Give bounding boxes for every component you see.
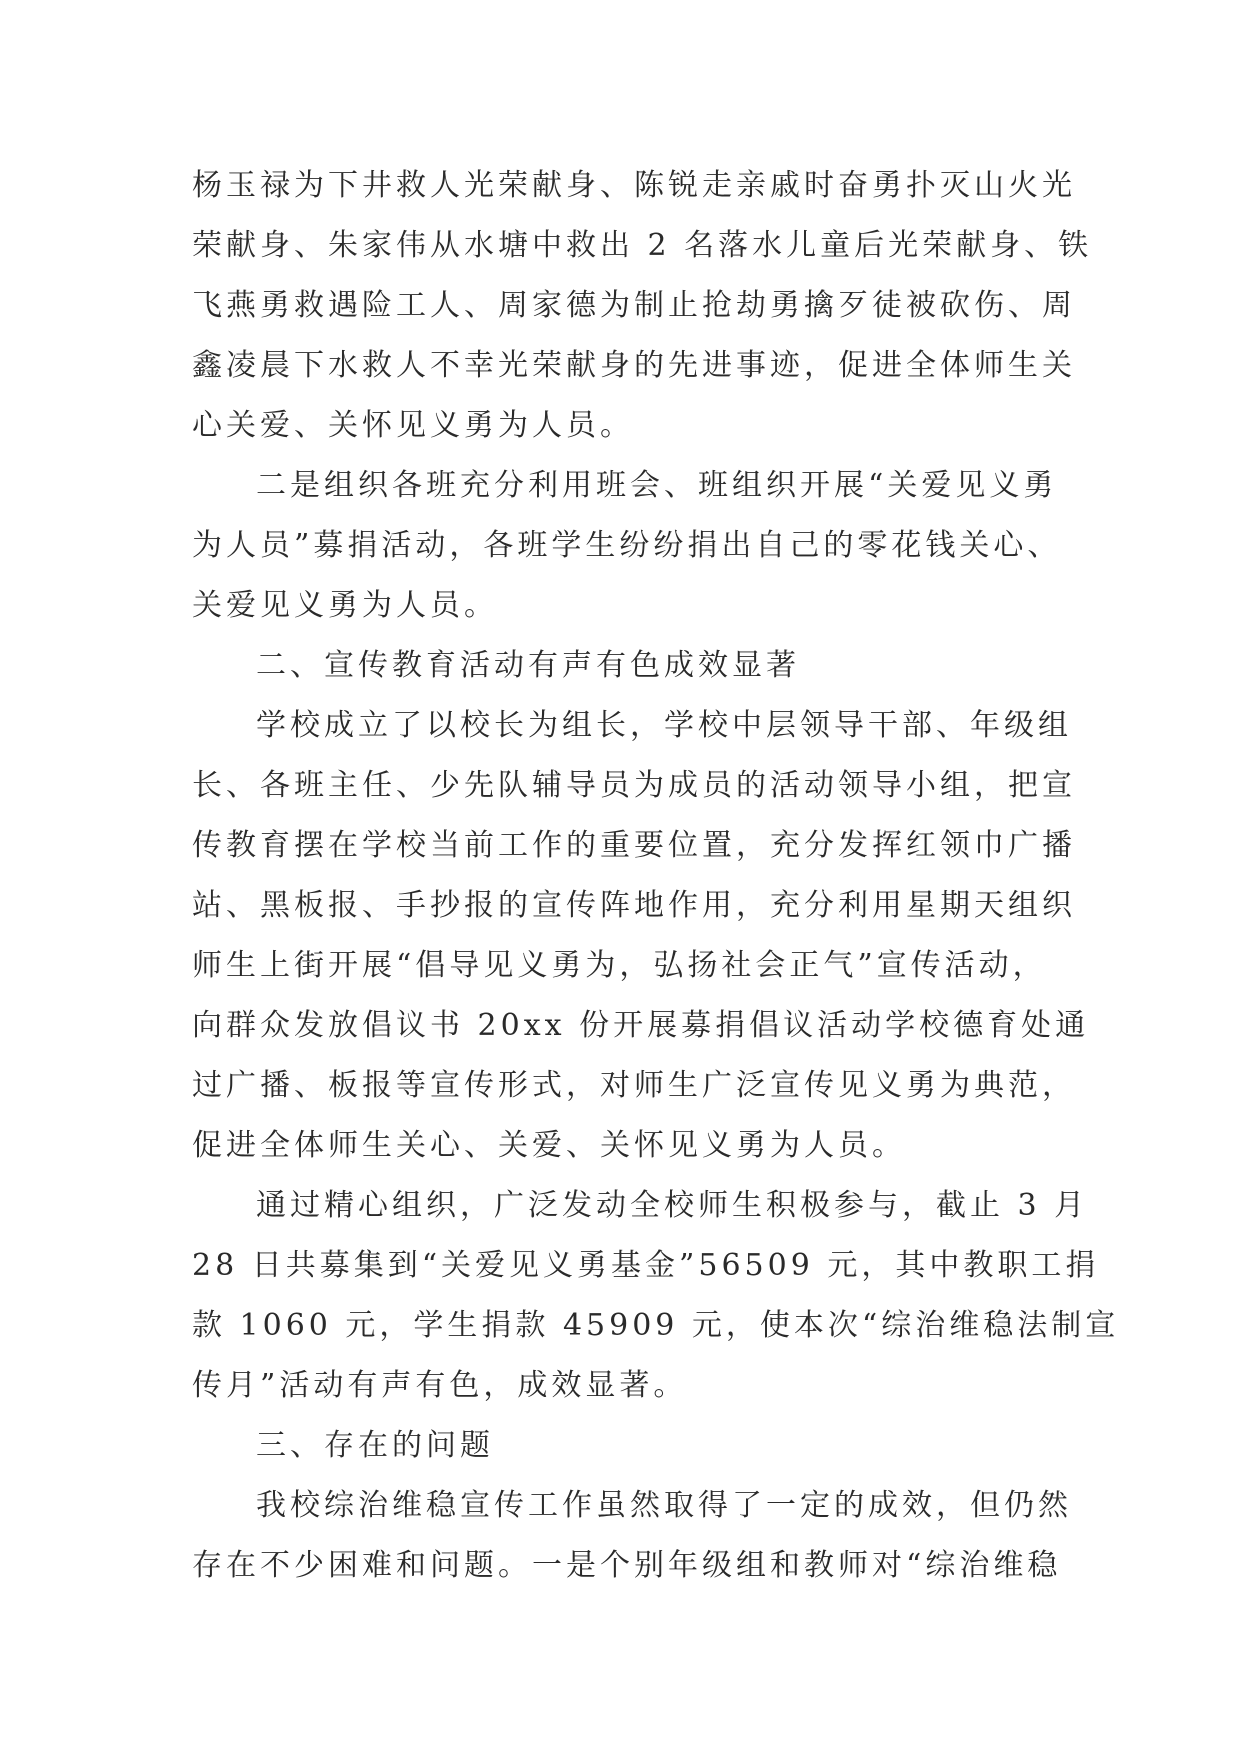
text-line: 关爱见义勇为人员。 — [192, 588, 498, 623]
paragraph-start-line: 学校成立了以校长为组长，学校中层领导干部、年级组 — [256, 708, 1072, 743]
text-line: 款 1060 元，学生捐款 45909 元，使本次“综治维稳法制宣 — [192, 1308, 1120, 1343]
paragraph-start-line: 二是组织各班充分利用班会、班组织开展“关爱见义勇 — [256, 468, 1058, 503]
paragraph-start-line: 通过精心组织，广泛发动全校师生积极参与，截止 3 月 — [256, 1188, 1089, 1223]
text-line: 向群众发放倡议书 20xx 份开展募捐倡议活动学校德育处通 — [192, 1008, 1090, 1043]
text-line: 传月”活动有声有色，成效显著。 — [192, 1368, 688, 1403]
paragraph-start-line: 我校综治维稳宣传工作虽然取得了一定的成效，但仍然 — [256, 1488, 1072, 1523]
text-line: 鑫凌晨下水救人不幸光荣献身的先进事迹，促进全体师生关 — [192, 348, 1076, 383]
text-line: 传教育摆在学校当前工作的重要位置，充分发挥红领巾广播 — [192, 828, 1076, 863]
document-body — [192, 156, 1120, 1596]
text-line: 荣献身、朱家伟从水塘中救出 2 名落水儿童后光荣献身、铁 — [192, 228, 1093, 263]
text-line: 心关爱、关怀见义勇为人员。 — [192, 408, 634, 443]
text-line: 为人员”募捐活动，各班学生纷纷捐出自己的零花钱关心、 — [192, 528, 1062, 563]
section-heading: 三、存在的问题 — [256, 1428, 494, 1463]
text-line: 师生上街开展“倡导见义勇为，弘扬社会正气”宣传活动， — [192, 948, 1047, 983]
section-heading: 二、宣传教育活动有声有色成效显著 — [256, 648, 800, 683]
text-line: 长、各班主任、少先队辅导员为成员的活动领导小组，把宣 — [192, 768, 1076, 803]
text-line: 站、黑板报、手抄报的宣传阵地作用，充分利用星期天组织 — [192, 888, 1076, 923]
text-line: 过广播、板报等宣传形式，对师生广泛宣传见义勇为典范， — [192, 1068, 1076, 1103]
text-line: 促进全体师生关心、关爱、关怀见义勇为人员。 — [192, 1128, 906, 1163]
text-line: 杨玉禄为下井救人光荣献身、陈锐走亲戚时奋勇扑灭山火光 — [192, 168, 1076, 203]
text-line: 飞燕勇救遇险工人、周家德为制止抢劫勇擒歹徒被砍伤、周 — [192, 288, 1076, 323]
text-line: 存在不少困难和问题。一是个别年级组和教师对“综治维稳 — [192, 1548, 1062, 1583]
text-line: 28 日共募集到“关爱见义勇基金”56509 元，其中教职工捐 — [192, 1248, 1100, 1283]
